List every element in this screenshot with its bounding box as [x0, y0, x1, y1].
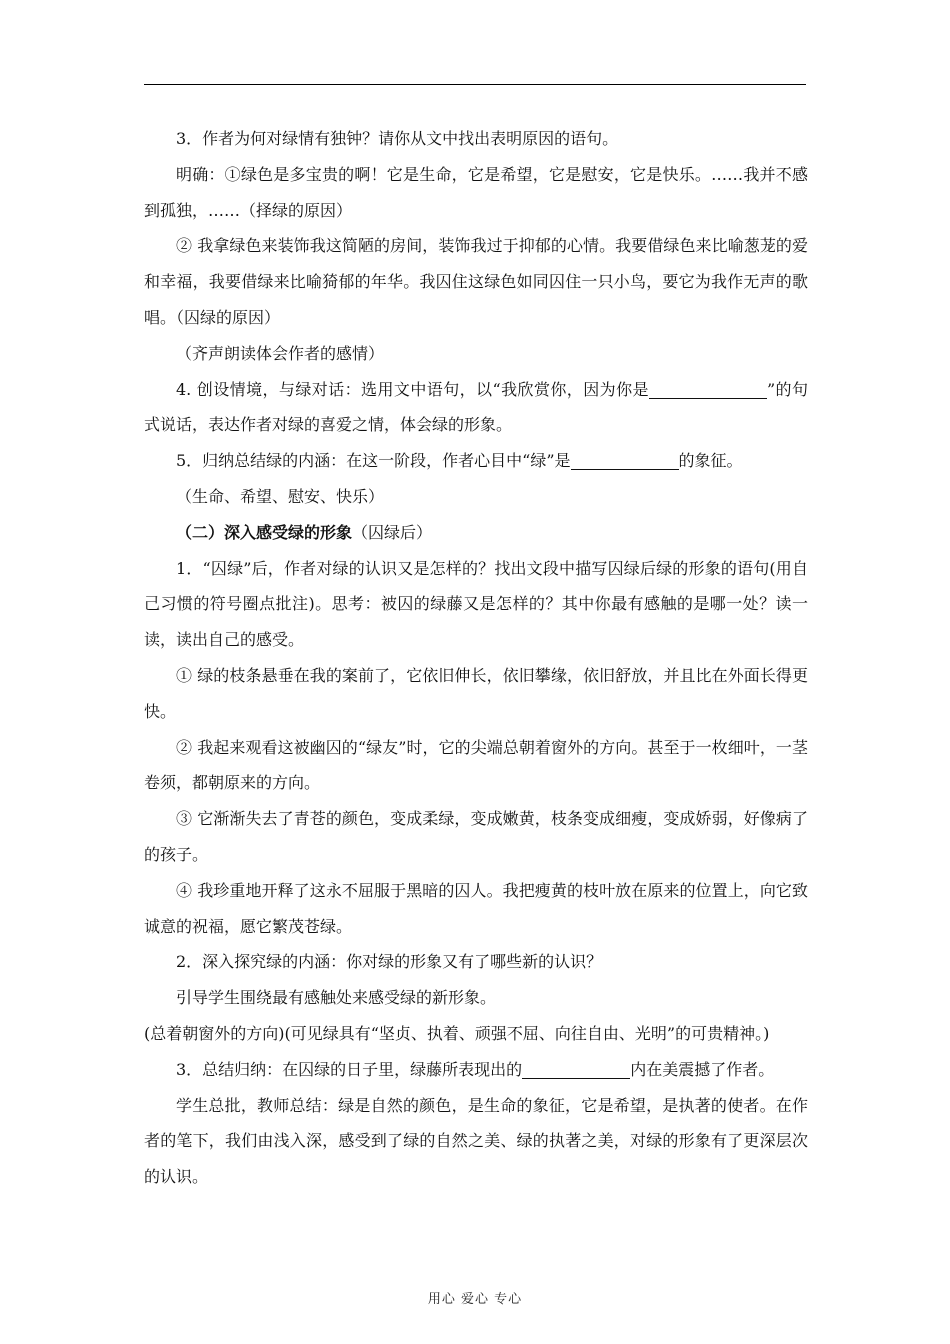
section-2-question-1: 1．“囚绿”后，作者对绿的认识又是怎样的？找出文段中描写囚绿后绿的形象的语句(用自己习惯的符号圈点批注)。思考：被囚的绿藤又是怎样的？其中你最有感触的是哪一处？读一读，读出自己的感受。 — [144, 558, 808, 650]
answer-3-part-2: ② 我拿绿色来装饰我这简陋的房间，装饰我过于抑郁的心情。我要借绿色来比喻葱茏的爱和幸福，我要借绿来比喻猗郁的年华。我囚住这绿色如同囚住一只小鸟，要它为我作无声的歌唱。（囚绿的原因） — [144, 236, 808, 327]
section-2-subtitle: （囚绿后） — [352, 522, 433, 542]
question-5-text-after: 的象征。 — [678, 451, 743, 471]
question-5 — [144, 443, 808, 479]
question-5-text-before: 5．归纳总结绿的内涵：在这一阶段，作者心目中“绿”是 — [176, 451, 571, 471]
section-2-answer-2: ② 我起来观看这被幽囚的“绿友”时，它的尖端总朝着窗外的方向。甚至于一枚细叶，一茎卷须，都朝原来的方向。 — [144, 737, 808, 793]
section-2-heading — [144, 515, 808, 551]
section-2-question-2: 2．深入探究绿的内涵：你对绿的形象又有了哪些新的认识？ — [176, 952, 603, 972]
summary-paragraph: 学生总批，教师总结：绿是自然的颜色，是生命的象征，它是希望，是执著的使者。在作者的笔下，我们由浅入深，感受到了绿的自然之美、绿的执著之美，对绿的形象有了更深层次的认识。 — [144, 1095, 808, 1187]
section-2-answer-3: ③ 它渐渐失去了青苍的颜色，变成柔绿，变成嫩黄，枝条变成细瘦，变成娇弱，好像病了的孩子。 — [144, 809, 808, 864]
answer-5: （生命、希望、慰安、快乐） — [176, 486, 385, 506]
fill-in-blank — [571, 451, 679, 470]
section-2-question-3 — [144, 1052, 808, 1088]
section-2-question-2-answer: (总着朝窗外的方向)(可见绿具有“坚贞、执着、顽强不屈、向往自由、光明”的可贵精神。) — [144, 1023, 770, 1043]
section-2-question-3-text-after: 内在美震撼了作者。 — [630, 1059, 775, 1079]
question-4-text-before: 4. 创设情境，与绿对话：选用文中语句，以“我欣赏你，因为你是 — [176, 379, 649, 399]
section-2-answer-4: ④ 我珍重地开释了这永不屈服于黑暗的囚人。我把瘦黄的枝叶放在原来的位置上，向它致诚意的祝福，愿它繁茂苍绿。 — [144, 880, 808, 936]
section-2-question-3-text-before: 3．总结归纳：在囚绿的日子里，绿藤所表现出的 — [176, 1059, 523, 1079]
section-2-question-2-guide: 引导学生围绕最有感触处来感受绿的新形象。 — [176, 988, 497, 1008]
answer-3-part-1: 明确：①绿色是多宝贵的啊！它是生命，它是希望，它是慰安，它是快乐。……我并不感到孤独，……（择绿的原因） — [144, 164, 808, 220]
question-4-text-after: ”的句式说话，表达作者对绿的喜爱之情，体会绿的形象。 — [144, 379, 808, 435]
answer-3-note: （齐声朗读体会作者的感情） — [176, 343, 385, 363]
fill-in-blank — [522, 1060, 630, 1079]
question-3: 3．作者为何对绿情有独钟？请你从文中找出表明原因的语句。 — [176, 129, 619, 148]
section-2-title: （二）深入感受绿的形象 — [176, 522, 353, 542]
page-footer: 用心 爱心 专心 — [427, 1292, 523, 1307]
fill-in-blank — [649, 380, 767, 399]
question-4 — [144, 372, 808, 444]
section-2-answer-1: ① 绿的枝条悬垂在我的案前了，它依旧伸长，依旧攀缘，依旧舒放，并且比在外面长得更快。 — [144, 665, 808, 721]
document-body — [144, 121, 808, 1195]
header-rule — [144, 84, 806, 85]
